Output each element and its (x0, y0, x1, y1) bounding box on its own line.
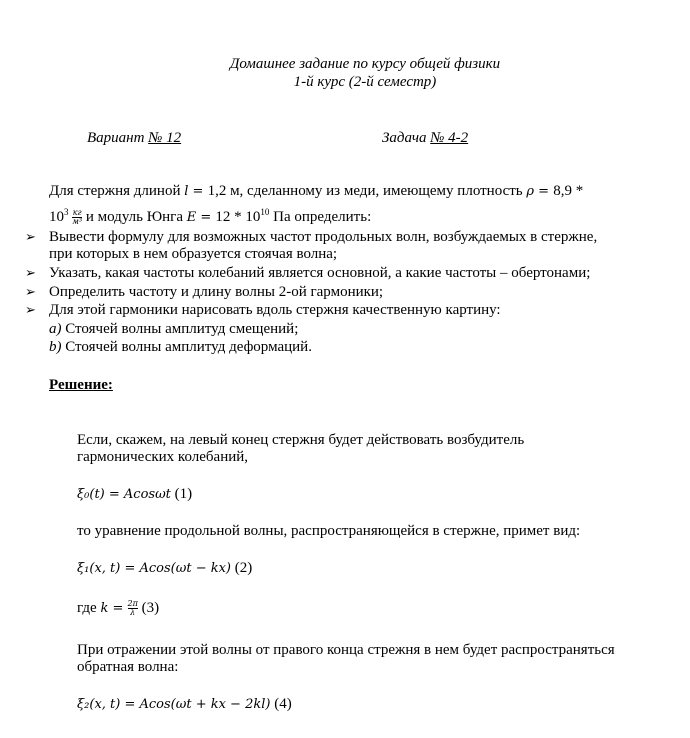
sub-item-b (49, 339, 312, 356)
unit-fraction (72, 209, 82, 226)
bullet-1-cont: при которых в нем образуется стоячая волна; (49, 246, 338, 262)
t: (2) (234, 560, 253, 576)
doc-title: Домашнее задание по курсу общей физики (229, 56, 501, 72)
task-number: № 4-2 (430, 130, 469, 146)
bullet-2: Указать, какая частоты колебаний является основной, а какие частоты – обертонами; (49, 265, 591, 281)
bullet-4: Для этой гармоники нарисовать вдоль стержня качественную картину: (49, 302, 501, 318)
sub-item-a (49, 321, 298, 338)
t: кг (72, 208, 82, 218)
problem-line-1 (49, 183, 583, 200)
doc-subtitle: 1-й курс (2-й семестр) (293, 74, 437, 90)
t: м³ (72, 217, 83, 227)
t: 8,9 * (553, 183, 584, 199)
t: b) (49, 339, 62, 355)
t: (3) (141, 600, 160, 616)
bullet-3: Определить частоту и длину волны 2-ой гармоники; (49, 284, 384, 300)
t: Стоячей волны амплитуд деформаций. (65, 339, 312, 355)
m: l = (184, 184, 208, 199)
bullet-arrow-icon: ➢ (25, 229, 36, 244)
t: 2π (127, 599, 138, 609)
formula-2 (77, 560, 252, 577)
m: ξ₁(x, t) = Acos(ωt − kx) (77, 561, 231, 576)
formula-4 (77, 696, 292, 713)
variant (87, 130, 181, 147)
t: 10 (49, 209, 64, 225)
para-1-cont: гармонических колебаний, (77, 449, 249, 465)
t: Па определить: (269, 209, 372, 225)
variant-number: № 12 (148, 130, 182, 146)
task-label: Задача (382, 130, 427, 146)
formula-1 (77, 486, 192, 503)
t: Стоячей волны амплитуд смещений; (65, 321, 299, 337)
t: a) (49, 321, 62, 337)
solution-heading: Решение: (49, 377, 113, 393)
problem-line-2 (49, 204, 371, 226)
variant-label: Вариант (87, 130, 145, 146)
formula-3 (77, 600, 159, 617)
t: где (77, 600, 101, 616)
t: Для стержня длиной (49, 183, 185, 199)
t: 1,2 м, сделанному из меди, имеющему плотность (207, 183, 527, 199)
para-1: Если, скажем, на левый конец стержня будет действовать возбудитель (77, 432, 525, 448)
para-4-cont: обратная волна: (77, 659, 179, 675)
t: (4) (274, 696, 292, 712)
para-2: то уравнение продольной волны, распространяющейся в стержне, примет вид: (77, 523, 581, 539)
t: 3 (64, 207, 69, 217)
t: и модуль Юнга (82, 209, 187, 225)
fraction (128, 600, 138, 617)
bullet-arrow-icon: ➢ (25, 302, 36, 317)
para-4: При отражении этой волны от правого конца стрежня в нем будет распространяться (77, 642, 615, 658)
bullet-1: Вывести формулу для возможных частот продольных волн, возбуждаемых в стержне, (49, 229, 598, 245)
m: ξ₂(x, t) = Acos(ωt + kx − 2kl) (77, 697, 271, 712)
t: λ (130, 608, 136, 618)
m: ξ₀(t) = Acosωt (77, 487, 171, 502)
t: 10 (260, 207, 270, 217)
t: (1) (174, 486, 193, 502)
task (382, 130, 468, 147)
t: 12 * 10 (215, 209, 261, 225)
m: E = (186, 210, 216, 225)
m: ρ = (526, 184, 554, 199)
bullet-arrow-icon: ➢ (25, 265, 36, 280)
bullet-arrow-icon: ➢ (25, 284, 36, 299)
m: k = (100, 601, 128, 616)
